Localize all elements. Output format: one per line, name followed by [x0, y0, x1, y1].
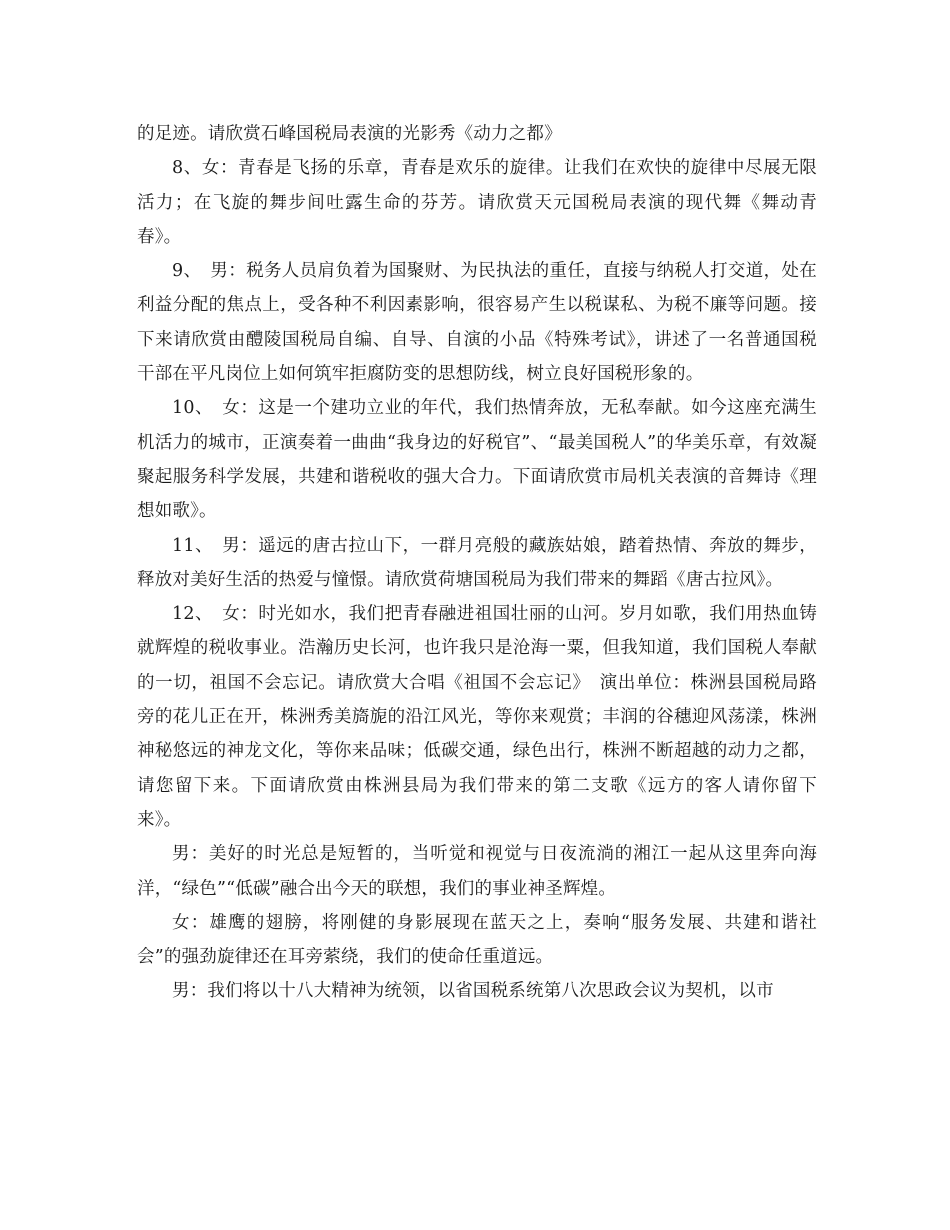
paragraph-female-closing: 女：雄鹰的翅膀，将刚健的身影展现在蓝天之上，奏响“服务发展、共建和谐社会”的强劲旋律还在耳旁萦绕，我们的使命任重道远。: [137, 912, 817, 968]
paragraph-item-9: 9、 男：税务人员肩负着为国聚财、为民执法的重任，直接与纳税人打交道，处在利益分配的焦点上，受各种不利因素影响，很容易产生以税谋私、为税不廉等问题。接下来请欣赏由醴陵国税局自编、自导、自演的小品《特殊考试》，讲述了一名普通国税干部在平凡岗位上如何筑牢拒腐防变的思想防线，树立良好国税形象的。: [137, 261, 817, 385]
document-body: [137, 117, 817, 1009]
paragraph-continuation: 的足迹。请欣赏石峰国税局表演的光影秀《动力之都》: [137, 124, 562, 144]
paragraph-item-12: 12、 女：时光如水，我们把青春融进祖国壮丽的山河。岁月如歌，我们用热血铸就辉煌的税收事业。浩瀚历史长河，也许我只是沧海一粟，但我知道，我们国税人奉献的一切，祖国不会忘记。请欣赏大合唱《祖国不会忘记》 演出单位：株洲县国税局路旁的花儿正在开，株洲秀美旖旎的沿江风光，等你来观赏；丰润的谷穗迎风荡漾，株洲神秘悠远的神龙文化，等你来品味；低碳交通，绿色出行，株洲不断超越的动力之都，请您留下来。下面请欣赏由株洲县局为我们带来的第二支歌《远方的客人请你留下来》。: [137, 604, 817, 830]
paragraph-male-closing: 男：美好的时光总是短暂的，当听觉和视觉与日夜流淌的湘江一起从这里奔向海洋，“绿色”“低碳”融合出今天的联想，我们的事业神圣辉煌。: [137, 844, 817, 899]
paragraph-item-11: 11、 男：遥远的唐古拉山下，一群月亮般的藏族姑娘，踏着热情、奔放的舞步，释放对美好生活的热爱与憧憬。请欣赏荷塘国税局为我们带来的舞蹈《唐古拉风》。: [137, 535, 817, 590]
paragraph-male-final: 男：我们将以十八大精神为统领，以省国税系统第八次思政会议为契机，以市: [172, 981, 774, 1002]
paragraph-item-8: 8、女：青春是飞扬的乐章，青春是欢乐的旋律。让我们在欢快的旋律中尽展无限活力；在飞旋的舞步间吐露生命的芬芳。请欣赏天元国税局表演的现代舞《舞动青春》。: [137, 158, 817, 247]
paragraph-item-10: 10、 女：这是一个建功立业的年代，我们热情奔放，无私奉献。如今这座充满生机活力的城市，正演奏着一曲曲“我身边的好税官”、“最美国税人”的华美乐章，有效凝聚起服务科学发展，共建和谐税收的强大合力。下面请欣赏市局机关表演的音舞诗《理想如歌》。: [137, 398, 817, 522]
